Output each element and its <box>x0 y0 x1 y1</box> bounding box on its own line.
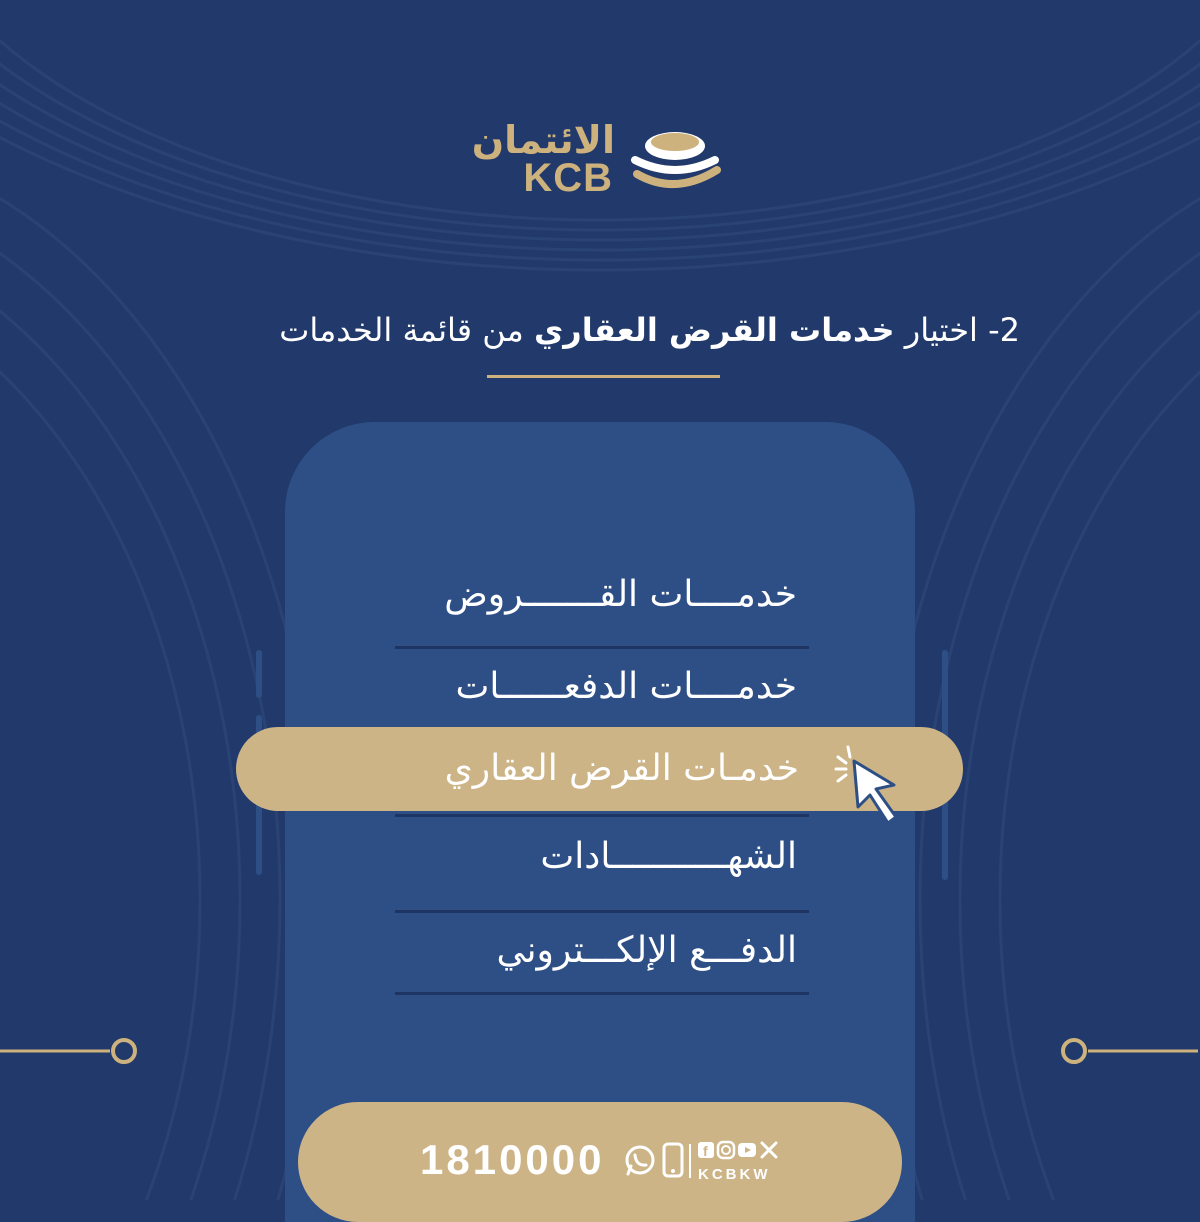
page-heading <box>150 305 1020 355</box>
x-icon <box>762 1143 776 1157</box>
social-handle: KCBKW <box>698 1166 771 1183</box>
menu-item-payments[interactable]: خدمــــات الدفعــــــات <box>455 666 797 707</box>
contact-phone-number[interactable]: 1810000 <box>420 1136 605 1183</box>
brand-name-arabic: الائتمان <box>471 118 615 162</box>
svg-text:f: f <box>703 1143 708 1159</box>
instagram-icon <box>718 1142 734 1158</box>
whatsapp-icon <box>627 1147 653 1174</box>
heading-divider <box>487 375 720 378</box>
menu-item-loans[interactable]: خدمــــات القـــــــروض <box>444 574 797 615</box>
facebook-icon <box>698 1142 714 1159</box>
heading-prefix: 2- اختيار <box>894 311 1020 349</box>
youtube-icon <box>738 1143 756 1157</box>
menu-item-real-estate-loan[interactable]: خدمـات القرض العقاري <box>444 748 799 789</box>
heading-highlight: خدمات القرض العقاري <box>533 311 895 349</box>
menu-item-e-payment[interactable]: الدفـــع الإلكـــتروني <box>496 930 797 971</box>
menu-divider <box>395 992 809 995</box>
brand-logo <box>471 118 725 200</box>
mobile-icon <box>664 1144 682 1176</box>
kcb-coins-logo-icon <box>625 122 725 196</box>
decorative-ornament-left <box>0 1036 140 1066</box>
phone-side-button <box>256 650 262 698</box>
pointer-cursor-icon <box>830 745 910 835</box>
heading-suffix: من قائمة الخدمات <box>279 311 534 349</box>
brand-name-english: KCB <box>523 156 613 200</box>
menu-item-certificates[interactable]: الشهـــــــــــادات <box>540 836 797 877</box>
decorative-ornament-right <box>1058 1036 1198 1066</box>
